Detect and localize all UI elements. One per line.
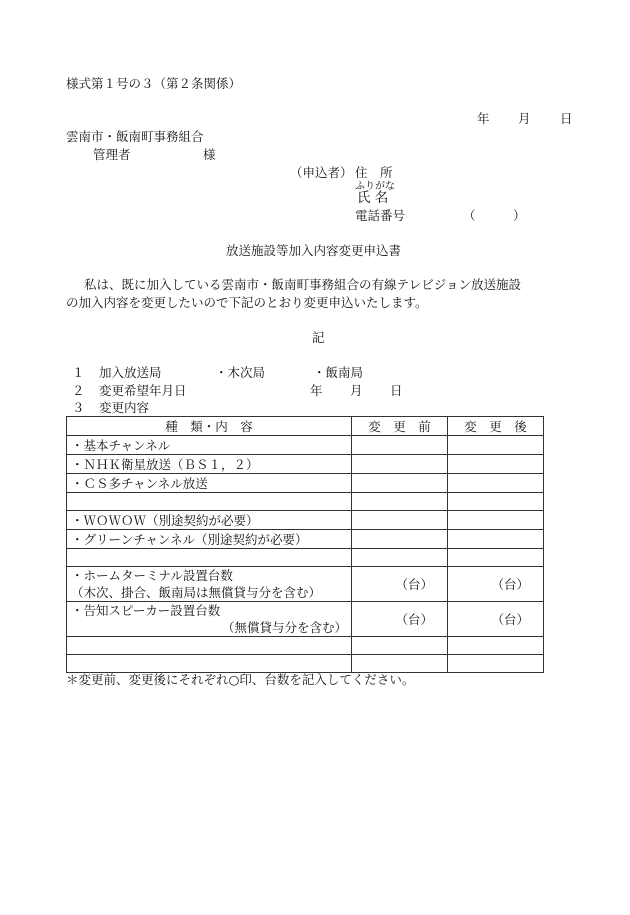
table-row-blank	[67, 637, 544, 655]
item2-number: ２	[72, 383, 85, 398]
cell-before[interactable]	[352, 493, 448, 511]
cell-before-units[interactable]	[352, 602, 448, 637]
applicant-phone-label: 電話番号	[355, 208, 406, 223]
header-kind: 種 類・内 容	[67, 417, 352, 436]
row-wowow: ・ＷＯＷＯＷ（別途契約が必要）	[67, 511, 352, 530]
row-basic-channel: ・基本チャンネル	[67, 436, 352, 455]
item1-label: 加入放送局	[99, 365, 162, 380]
row-home-terminal	[67, 567, 352, 602]
cell-after[interactable]	[448, 530, 544, 549]
cell-before[interactable]	[352, 637, 448, 655]
body-text-line2: の加入内容を変更したいので下記のとおり変更申込いたします。	[66, 295, 428, 310]
item2-label: 変更希望年月日	[99, 383, 187, 398]
addressee-honorific: 様	[203, 147, 216, 162]
cell-after-units[interactable]	[448, 602, 544, 637]
applicant-phone-paren-open: （	[463, 208, 476, 223]
table-row	[67, 602, 544, 637]
footnote: ＊変更前、変更後にそれぞれ○印、台数を記入してください。	[66, 672, 415, 687]
cell-before-units[interactable]	[352, 567, 448, 602]
cell-after[interactable]	[448, 436, 544, 455]
cell-after[interactable]	[448, 455, 544, 474]
cell-before[interactable]	[352, 549, 448, 567]
station-kisuki: ・木次局	[215, 365, 266, 380]
cell-before[interactable]	[352, 455, 448, 474]
table-row	[67, 511, 544, 530]
item1-number: １	[72, 365, 85, 380]
home-terminal-line1: ・ホームターミナル設置台数	[71, 568, 233, 583]
table-row-blank	[67, 493, 544, 511]
unit-label: （台）	[395, 577, 433, 592]
cell-after[interactable]	[448, 493, 544, 511]
change-content-table	[66, 416, 544, 673]
body-text-line1: 私は、既に加入している雲南市・飯南町事務組合の有線テレビジョン放送施設	[84, 277, 522, 292]
station-iinan: ・飯南局	[313, 365, 364, 380]
row-cs-multichannel: ・ＣＳ多チャンネル放送	[67, 474, 352, 493]
applicant-address-label: 住 所	[355, 165, 393, 180]
table-header-row	[67, 417, 544, 436]
applicant-furigana: ふりがな	[355, 181, 395, 192]
cell-after[interactable]	[448, 549, 544, 567]
applicant-name-label: 氏 名	[357, 190, 389, 206]
document-title: 放送施設等加入内容変更申込書	[226, 243, 402, 258]
cell-before[interactable]	[352, 474, 448, 493]
unit-label: （台）	[395, 612, 433, 627]
cell-before[interactable]	[352, 511, 448, 530]
header-after: 変 更 後	[448, 417, 544, 436]
table-row	[67, 436, 544, 455]
cell-before[interactable]	[352, 655, 448, 673]
header-before: 変 更 前	[352, 417, 448, 436]
item3-number: ３	[72, 400, 85, 415]
item2-month: 月	[350, 383, 363, 398]
table-row-blank	[67, 655, 544, 673]
table-row	[67, 474, 544, 493]
table-row-blank	[67, 549, 544, 567]
cell-blank	[67, 493, 352, 511]
row-nhk-satellite: ・ＮＨＫ衛星放送（ＢＳ１，２）	[67, 455, 352, 474]
cell-after[interactable]	[448, 637, 544, 655]
speaker-line1: ・告知スピーカー設置台数	[71, 603, 221, 618]
unit-label: （台）	[491, 577, 529, 592]
cell-after[interactable]	[448, 655, 544, 673]
unit-label: （台）	[491, 612, 529, 627]
date-month: 月	[518, 111, 531, 126]
form-number: 様式第１号の３（第２条関係）	[66, 76, 242, 91]
table-row	[67, 530, 544, 549]
home-terminal-line2: （木次、掛合、飯南局は無償貸与分を含む）	[71, 585, 322, 600]
cell-blank	[67, 655, 352, 673]
item2-day: 日	[390, 383, 403, 398]
table-row	[67, 455, 544, 474]
cell-after[interactable]	[448, 511, 544, 530]
cell-before[interactable]	[352, 436, 448, 455]
cell-blank	[67, 549, 352, 567]
addressee-manager: 管理者	[93, 147, 131, 162]
date-year: 年	[477, 111, 490, 126]
applicant-label: （申込者）	[290, 165, 353, 180]
table-row	[67, 567, 544, 602]
row-green-channel: ・グリーンチャンネル（別途契約が必要）	[67, 530, 352, 549]
item2-year: 年	[310, 383, 323, 398]
cell-after-units[interactable]	[448, 567, 544, 602]
cell-blank	[67, 637, 352, 655]
date-day: 日	[560, 111, 573, 126]
item3-label: 変更内容	[99, 400, 150, 415]
ki-heading: 記	[312, 330, 325, 345]
addressee-organization: 雲南市・飯南町事務組合	[66, 129, 204, 144]
cell-before[interactable]	[352, 530, 448, 549]
cell-after[interactable]	[448, 474, 544, 493]
speaker-line2: （無償貸与分を含む）	[221, 620, 347, 635]
applicant-phone-paren-close: ）	[513, 208, 526, 223]
row-speaker	[67, 602, 352, 637]
